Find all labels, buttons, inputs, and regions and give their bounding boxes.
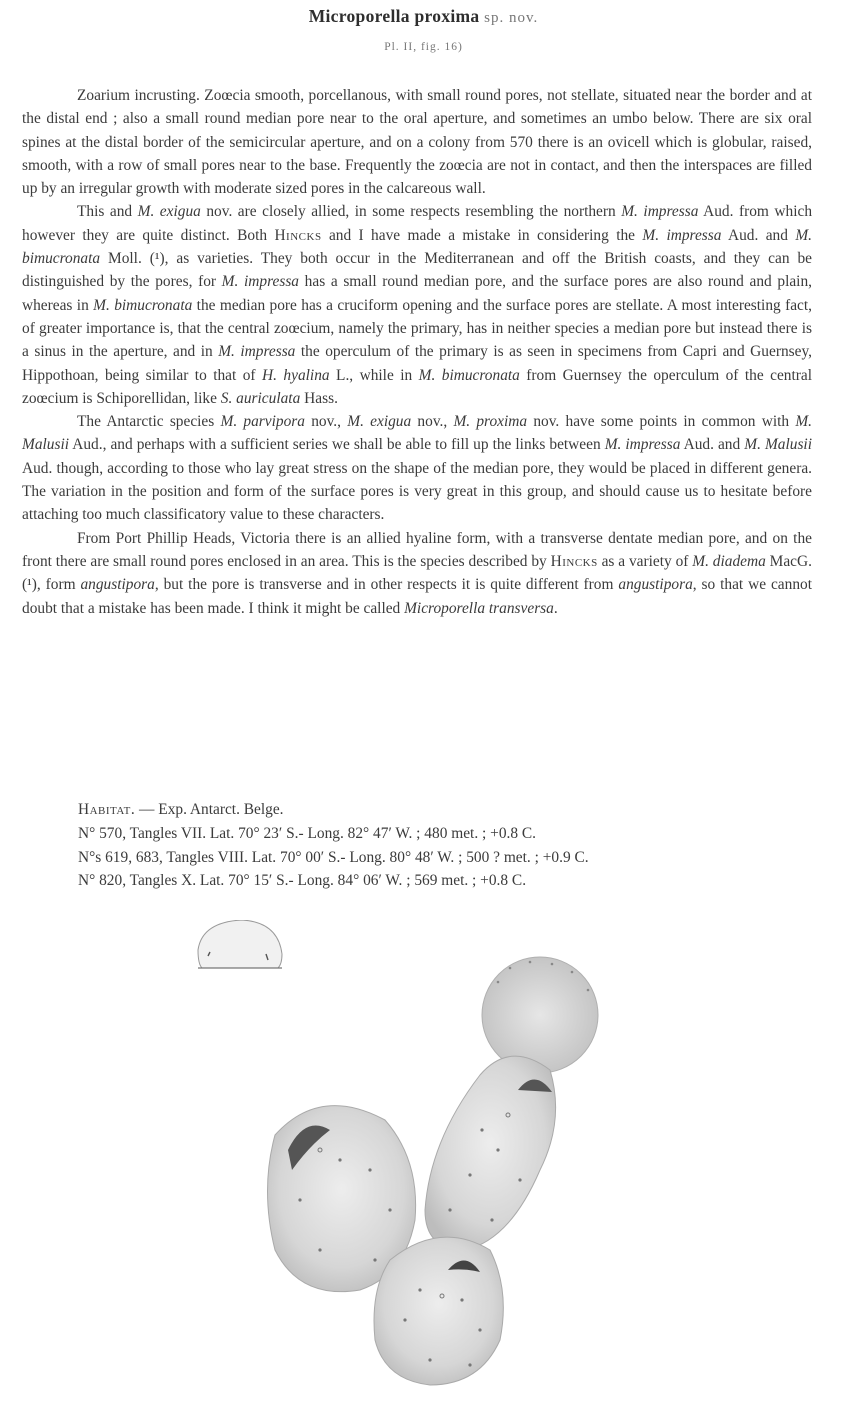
text-run: Aud. and <box>680 436 745 454</box>
text-run: Aud. though, according to those who lay great stress on the shape of the median pore, they would be placed in different genera. The variation in the position and form of the surface pores is very great in this group, and should cause us to hesitate before attaching too much classificatory value to these characters. <box>22 459 812 524</box>
habitat-label: Habitat. <box>78 801 136 818</box>
text-run: has a small round median pore, and the surface pores are also round and plain, whereas in <box>22 273 812 314</box>
author-name: Hincks <box>550 552 598 570</box>
zooecium-upper <box>425 1056 556 1250</box>
station-line: N° 570, Tangles VII. Lat. 70° 23′ S.- Long. 82° 47′ W. ; 480 met. ; +0.8 C. <box>78 824 537 842</box>
taxon-name: M. diadema <box>692 552 766 570</box>
species-name: Microporella proxima <box>308 6 480 26</box>
taxon-name: M. parvipora <box>220 413 305 431</box>
text-run: the operculum of the primary is as seen in specimens from Capri and Guernsey, Hippothoan, being similar to that of <box>22 343 813 384</box>
text-run: Moll. (¹), as varieties. They both occur in the Mediterranean and off the British coasts, and they can be distinguished by the pores, for <box>22 250 812 291</box>
operculum-sketch <box>198 920 282 968</box>
taxon-name: angustipora <box>618 576 693 594</box>
text-run: and I have made a mistake in considering the <box>321 226 643 244</box>
paragraph-1 <box>22 84 812 200</box>
text-run: From Port Phillip Heads, Victoria there is an allied hyaline form, with a transverse dentate median pore, and on the front there are small round pores enclosed in an area. This is the species described by <box>22 529 812 570</box>
text-run: nov., <box>411 413 454 431</box>
text-run: the median pore has a cruciform opening and the surface pores are stellate. A most interesting fact, of greater importance is, that the central zoœcium, namely the primary, has in neither species a median pore but instead there is a sinus in the aperture, and in <box>22 296 813 361</box>
text-run: nov. are closely allied, in some respects resembling the northern <box>200 203 622 221</box>
taxon-name: H. hyalina <box>262 366 330 384</box>
taxon-name: Microporella transversa <box>404 599 554 617</box>
nomenclatural-status: sp. nov. <box>484 10 539 26</box>
text-run: Aud., and perhaps with a sufficient series we shall be able to fill up the links between <box>69 436 605 454</box>
taxon-name: M. impressa <box>642 226 722 244</box>
author-name: Hincks <box>274 226 322 244</box>
text-run: as a variety of <box>597 552 693 570</box>
paragraph-4 <box>22 527 812 620</box>
taxon-name: M. impressa <box>604 436 681 454</box>
taxon-name: M. exigua <box>347 413 412 431</box>
zooecium-lower <box>374 1237 503 1385</box>
taxon-name: M. bimucronata <box>93 296 193 314</box>
text-run: L., while in <box>329 366 419 384</box>
expedition-name: — Exp. Antarct. Belge. <box>135 801 284 818</box>
station-line: N°s 619, 683, Tangles VIII. Lat. 70° 00′ S.- Long. 80° 48′ W. ; 500 ? met. ; +0.9 C. <box>78 848 589 866</box>
taxon-name: M. Malusii <box>22 413 812 454</box>
zooecia-illustration <box>180 920 620 1390</box>
text-run: nov., <box>304 413 348 431</box>
text-run: Aud. and <box>721 226 796 244</box>
text-run: This and <box>77 203 138 221</box>
text-run: MacG. (¹), form <box>22 552 812 594</box>
text-run: . <box>553 599 558 617</box>
taxon-name: M. bimucronata <box>22 226 812 268</box>
paragraph-2 <box>22 200 812 410</box>
text-run: , so that we cannot doubt that a mistake has been made. I think it might be called <box>22 576 812 617</box>
taxon-name: M. impressa <box>621 203 699 221</box>
taxon-name: M. Malusii <box>744 436 812 454</box>
text-run: Aud. from which however they are quite distinct. Both <box>22 203 813 244</box>
taxon-name: M. bimucronata <box>418 366 520 384</box>
text-run: nov. have some points in common with <box>527 413 796 431</box>
text-run: Zoarium incrusting. Zoœcia smooth, porcellanous, with small round pores, not stellate, situated near the border and at the distal end ; also a small round median pore near to the oral aperture, and sometimes an umbo below. There are six oral spines at the distal border of the semicircular aperture, and on a colony from 570 there is an ovicell which is globular, raised, smooth, with a row of small pores near to the base. Frequently the zoœcia are not in contact, and then the interspaces are filled up by an irregular growth with moderate sized pores in the calcareous wall. <box>22 87 812 198</box>
text-run: Hass. <box>300 389 338 407</box>
plate-reference: Pl. II, fig. 16) <box>384 41 463 53</box>
habitat-section <box>78 798 798 893</box>
text-run: from Guernsey the operculum of the central zoœcium is Schiporellidan, like <box>22 366 812 407</box>
taxon-name: M. proxima <box>453 413 528 431</box>
taxon-name: S. auriculata <box>220 389 301 407</box>
station-line: N° 820, Tangles X. Lat. 70° 15′ S.- Long. 84° 06′ W. ; 569 met. ; +0.8 C. <box>78 872 527 890</box>
page-title <box>0 6 847 27</box>
text-run: , but the pore is transverse and in other respects it is quite different from <box>154 576 619 594</box>
description-body <box>22 84 812 620</box>
habitat-heading <box>78 798 798 822</box>
taxon-name: M. impressa <box>221 273 300 291</box>
taxon-name: M. exigua <box>137 203 201 221</box>
taxon-name: angustipora <box>80 576 155 594</box>
paragraph-3 <box>22 410 812 526</box>
ovicell <box>482 957 598 1073</box>
text-run: The Antarctic species <box>77 413 221 431</box>
taxon-name: M. impressa <box>218 343 296 361</box>
